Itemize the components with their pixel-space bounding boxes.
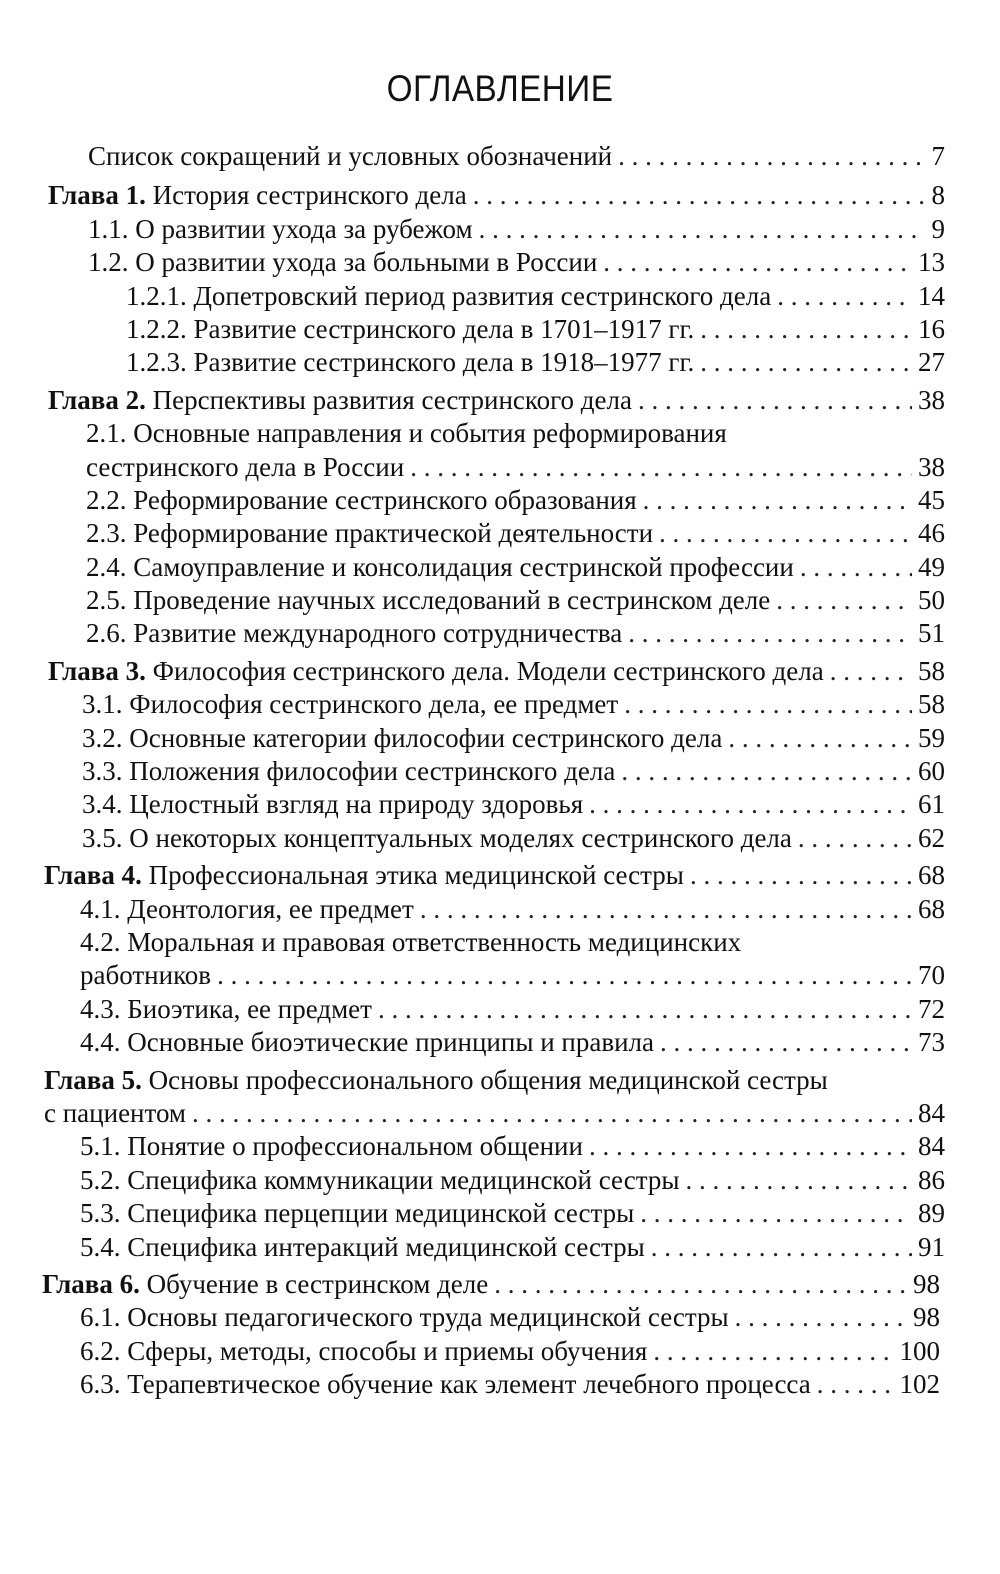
page-number: 62 — [918, 822, 945, 853]
toc-entry-label — [82, 688, 618, 721]
chapter-number: Глава 6. — [42, 1268, 140, 1299]
page-number: 38 — [918, 451, 945, 482]
toc-entry-label — [126, 346, 694, 379]
toc-entry-label — [48, 655, 824, 688]
entry-title: с пациентом — [44, 1097, 187, 1128]
toc-entry-label — [86, 417, 727, 450]
dot-leader — [494, 1268, 907, 1301]
entry-title: сестринского дела в России — [86, 451, 405, 482]
dot-leader — [624, 688, 912, 721]
page-number: 70 — [918, 960, 945, 991]
page-number: 102 — [899, 1369, 940, 1400]
toc-chapter-row — [0, 1268, 940, 1301]
dot-leader — [685, 1164, 912, 1197]
page-number: 14 — [918, 280, 945, 311]
page-number: 13 — [918, 247, 945, 278]
dot-leader — [420, 893, 912, 926]
dot-leader — [777, 280, 912, 313]
toc-chapter-row — [0, 655, 945, 688]
page-number: 73 — [918, 1027, 945, 1058]
entry-title: Философия сестринского дела. Модели сестринского дела — [152, 655, 824, 686]
toc-entry-row — [0, 993, 945, 1026]
page-title: ОГЛАВЛЕНИЕ — [386, 68, 614, 109]
toc-chapter-row — [0, 179, 945, 212]
dot-leader — [690, 859, 912, 892]
toc-chapter-row — [0, 384, 945, 417]
toc-entry-label — [82, 788, 583, 821]
dot-leader — [378, 993, 912, 1026]
chapter-number: Глава 5. — [44, 1064, 142, 1095]
dot-leader — [589, 1130, 912, 1163]
page-number: 7 — [931, 141, 945, 171]
toc-entry-label — [80, 1130, 583, 1163]
dot-leader — [830, 655, 912, 688]
page-number: 16 — [918, 313, 945, 344]
page-number: 58 — [918, 689, 945, 720]
entry-title: 4.3. Биоэтика, ее предмет — [80, 993, 372, 1024]
page-number: 91 — [918, 1231, 945, 1262]
page-number: 84 — [918, 1097, 945, 1128]
toc-entry-row — [0, 1335, 940, 1368]
toc-entry-label — [86, 584, 770, 617]
toc-entry-row — [0, 788, 945, 821]
toc-entry-row — [0, 1097, 945, 1130]
dot-leader — [643, 484, 912, 517]
toc-entry-row — [0, 213, 945, 246]
dot-leader — [479, 213, 926, 246]
chapter-number: Глава 2. — [48, 384, 146, 415]
page-number: 45 — [918, 484, 945, 515]
toc-entry-label — [88, 140, 612, 173]
page-number: 72 — [918, 993, 945, 1024]
dot-leader — [659, 517, 912, 550]
toc-entry-label — [80, 1301, 729, 1334]
dot-leader — [621, 755, 912, 788]
entry-title: 5.1. Понятие о профессиональном общении — [80, 1131, 583, 1162]
toc-entry-row — [0, 688, 945, 721]
page-number: 60 — [918, 756, 945, 787]
toc-entry-label — [86, 617, 622, 650]
toc-entry-label — [44, 859, 684, 892]
page-number: 68 — [918, 893, 945, 924]
toc-entry-row — [0, 246, 945, 279]
dot-leader — [618, 140, 925, 173]
entry-title: Основы профессионального общения медицинской сестры — [148, 1064, 828, 1095]
page-number: 68 — [918, 860, 945, 891]
toc-entry-row — [0, 959, 945, 992]
page-number: 98 — [913, 1302, 940, 1333]
dot-leader — [700, 313, 912, 346]
toc-entry-label — [80, 1026, 654, 1059]
dot-leader — [798, 822, 912, 855]
dot-leader — [700, 346, 912, 379]
entry-title: 2.2. Реформирование сестринского образования — [86, 484, 637, 515]
toc-entry-label — [80, 1335, 647, 1368]
dot-leader — [735, 1301, 907, 1334]
entry-title: Профессиональная этика медицинской сестры — [148, 860, 684, 891]
toc-entry-row — [0, 346, 945, 379]
page-number: 98 — [913, 1268, 940, 1299]
entry-title: Обучение в сестринском деле — [146, 1268, 489, 1299]
toc-entry-label — [48, 179, 467, 212]
toc-entry-label — [80, 1368, 811, 1401]
toc-entry-label — [88, 213, 473, 246]
entry-title: 4.2. Моральная и правовая ответственность медицинских — [80, 926, 742, 957]
chapter-number: Глава 1. — [48, 180, 146, 211]
toc-entry-label — [80, 893, 414, 926]
entry-title: История сестринского дела — [152, 180, 467, 211]
entry-title: 3.3. Положения философии сестринского дела — [82, 756, 616, 787]
toc-entry-row — [0, 1026, 945, 1059]
toc-chapter-row — [0, 1064, 945, 1097]
dot-leader — [589, 788, 912, 821]
page-number: 100 — [899, 1335, 940, 1366]
entry-title: 1.2.3. Развитие сестринского дела в 1918–1977 гг. — [126, 347, 695, 378]
toc-entry-label — [80, 993, 372, 1026]
toc-entry-row — [0, 517, 945, 550]
toc-entry-label — [126, 313, 694, 346]
entry-title: 2.3. Реформирование практической деятельности — [86, 518, 654, 549]
entry-title: 1.2.1. Допетровский период развития сестринского дела — [126, 280, 772, 311]
toc-entry-label — [86, 551, 794, 584]
entry-title: Перспективы развития сестринского дела — [152, 384, 632, 415]
entry-title: 3.5. О некоторых концептуальных моделях сестринского дела — [82, 822, 792, 853]
toc-entry-row — [0, 755, 945, 788]
toc-entry-label — [80, 1164, 679, 1197]
page-number: 51 — [918, 618, 945, 649]
toc-entry-label — [82, 755, 615, 788]
page-number: 58 — [918, 655, 945, 686]
entry-title: Список сокращений и условных обозначений — [88, 141, 613, 171]
dot-leader — [651, 1231, 912, 1264]
page-number: 50 — [918, 585, 945, 616]
toc-entry-label — [86, 484, 637, 517]
entry-title: 3.4. Целостный взгляд на природу здоровья — [82, 789, 584, 820]
dot-leader — [217, 959, 912, 992]
page-number: 84 — [918, 1131, 945, 1162]
toc-entry-label — [82, 722, 722, 755]
dot-leader — [728, 722, 912, 755]
toc-entry-row — [0, 1368, 940, 1401]
toc-entry-row — [0, 893, 945, 926]
toc-entry-row — [0, 822, 945, 855]
entry-title: 2.4. Самоуправление и консолидация сестринской профессии — [86, 551, 794, 582]
toc-entry-row — [0, 1301, 940, 1334]
page-number: 8 — [931, 180, 945, 211]
toc-entry-row — [0, 484, 945, 517]
toc-entry-row — [0, 1130, 945, 1163]
toc-entry-label — [86, 517, 653, 550]
entry-title: 1.1. О развитии ухода за рубежом — [88, 213, 473, 244]
dot-leader — [603, 246, 912, 279]
toc-entry-row — [0, 140, 945, 173]
toc-entry-row — [0, 926, 945, 959]
dot-leader — [638, 384, 912, 417]
entry-title: 5.2. Специфика коммуникации медицинской сестры — [80, 1164, 680, 1195]
toc-entry-row — [0, 551, 945, 584]
toc-entry-label — [44, 1097, 186, 1130]
chapter-number: Глава 4. — [44, 860, 142, 891]
toc-entry-label — [126, 280, 771, 313]
chapter-number: Глава 3. — [48, 655, 146, 686]
dot-leader — [660, 1026, 912, 1059]
toc-entry-row — [0, 1231, 945, 1264]
toc-entry-label — [44, 1064, 828, 1097]
toc-entry-row — [0, 280, 945, 313]
dot-leader — [817, 1368, 894, 1401]
entry-title: 6.1. Основы педагогического труда медицинской сестры — [80, 1302, 729, 1333]
dot-leader — [776, 584, 912, 617]
dot-leader — [800, 551, 912, 584]
dot-leader — [473, 179, 926, 212]
entry-title: 1.2. О развитии ухода за больными в России — [88, 247, 598, 278]
page-number: 49 — [918, 551, 945, 582]
dot-leader — [192, 1097, 912, 1130]
toc-entry-row — [0, 722, 945, 755]
toc-entry-label — [80, 1197, 634, 1230]
toc-entry-row — [0, 313, 945, 346]
table-of-contents — [0, 140, 1000, 1401]
dot-leader — [653, 1335, 893, 1368]
toc-entry-row — [0, 1197, 945, 1230]
entry-title: 2.6. Развитие международного сотрудничества — [86, 618, 623, 649]
toc-entry-label — [48, 384, 632, 417]
toc-entry-row — [0, 417, 945, 450]
toc-entry-row — [0, 1164, 945, 1197]
toc-entry-label — [80, 926, 741, 959]
page-number: 27 — [918, 347, 945, 378]
toc-entry-label — [82, 822, 792, 855]
page-number: 46 — [918, 518, 945, 549]
page-number: 86 — [918, 1164, 945, 1195]
entry-title: работников — [80, 960, 212, 991]
toc-chapter-row — [0, 859, 945, 892]
toc-entry-row — [0, 617, 945, 650]
toc-entry-row — [0, 451, 945, 484]
toc-entry-label — [80, 1231, 645, 1264]
page-number: 9 — [931, 213, 945, 244]
dot-leader — [410, 451, 912, 484]
entry-title: 6.2. Сферы, методы, способы и приемы обучения — [80, 1335, 648, 1366]
entry-title: 3.2. Основные категории философии сестринского дела — [82, 722, 723, 753]
page-number: 38 — [918, 384, 945, 415]
entry-title: 2.5. Проведение научных исследований в сестринском деле — [86, 585, 771, 616]
toc-entry-label — [42, 1268, 488, 1301]
page-number: 89 — [918, 1198, 945, 1229]
entry-title: 2.1. Основные направления и события реформирования — [86, 418, 727, 449]
entry-title: 1.2.2. Развитие сестринского дела в 1701–1917 гг. — [126, 313, 695, 344]
entry-title: 3.1. Философия сестринского дела, ее предмет — [82, 689, 619, 720]
toc-entry-label — [86, 451, 404, 484]
page-number: 61 — [918, 789, 945, 820]
entry-title: 5.3. Специфика перцепции медицинской сестры — [80, 1198, 635, 1229]
entry-title: 4.1. Деонтология, ее предмет — [80, 893, 414, 924]
page-number: 59 — [918, 722, 945, 753]
toc-entry-row — [0, 584, 945, 617]
toc-entry-label — [80, 959, 211, 992]
dot-leader — [640, 1197, 912, 1230]
entry-title: 6.3. Терапевтическое обучение как элемент лечебного процесса — [80, 1369, 811, 1400]
entry-title: 5.4. Специфика интеракций медицинской сестры — [80, 1231, 645, 1262]
dot-leader — [628, 617, 912, 650]
entry-title: 4.4. Основные биоэтические принципы и правила — [80, 1027, 655, 1058]
toc-entry-label — [88, 246, 597, 279]
